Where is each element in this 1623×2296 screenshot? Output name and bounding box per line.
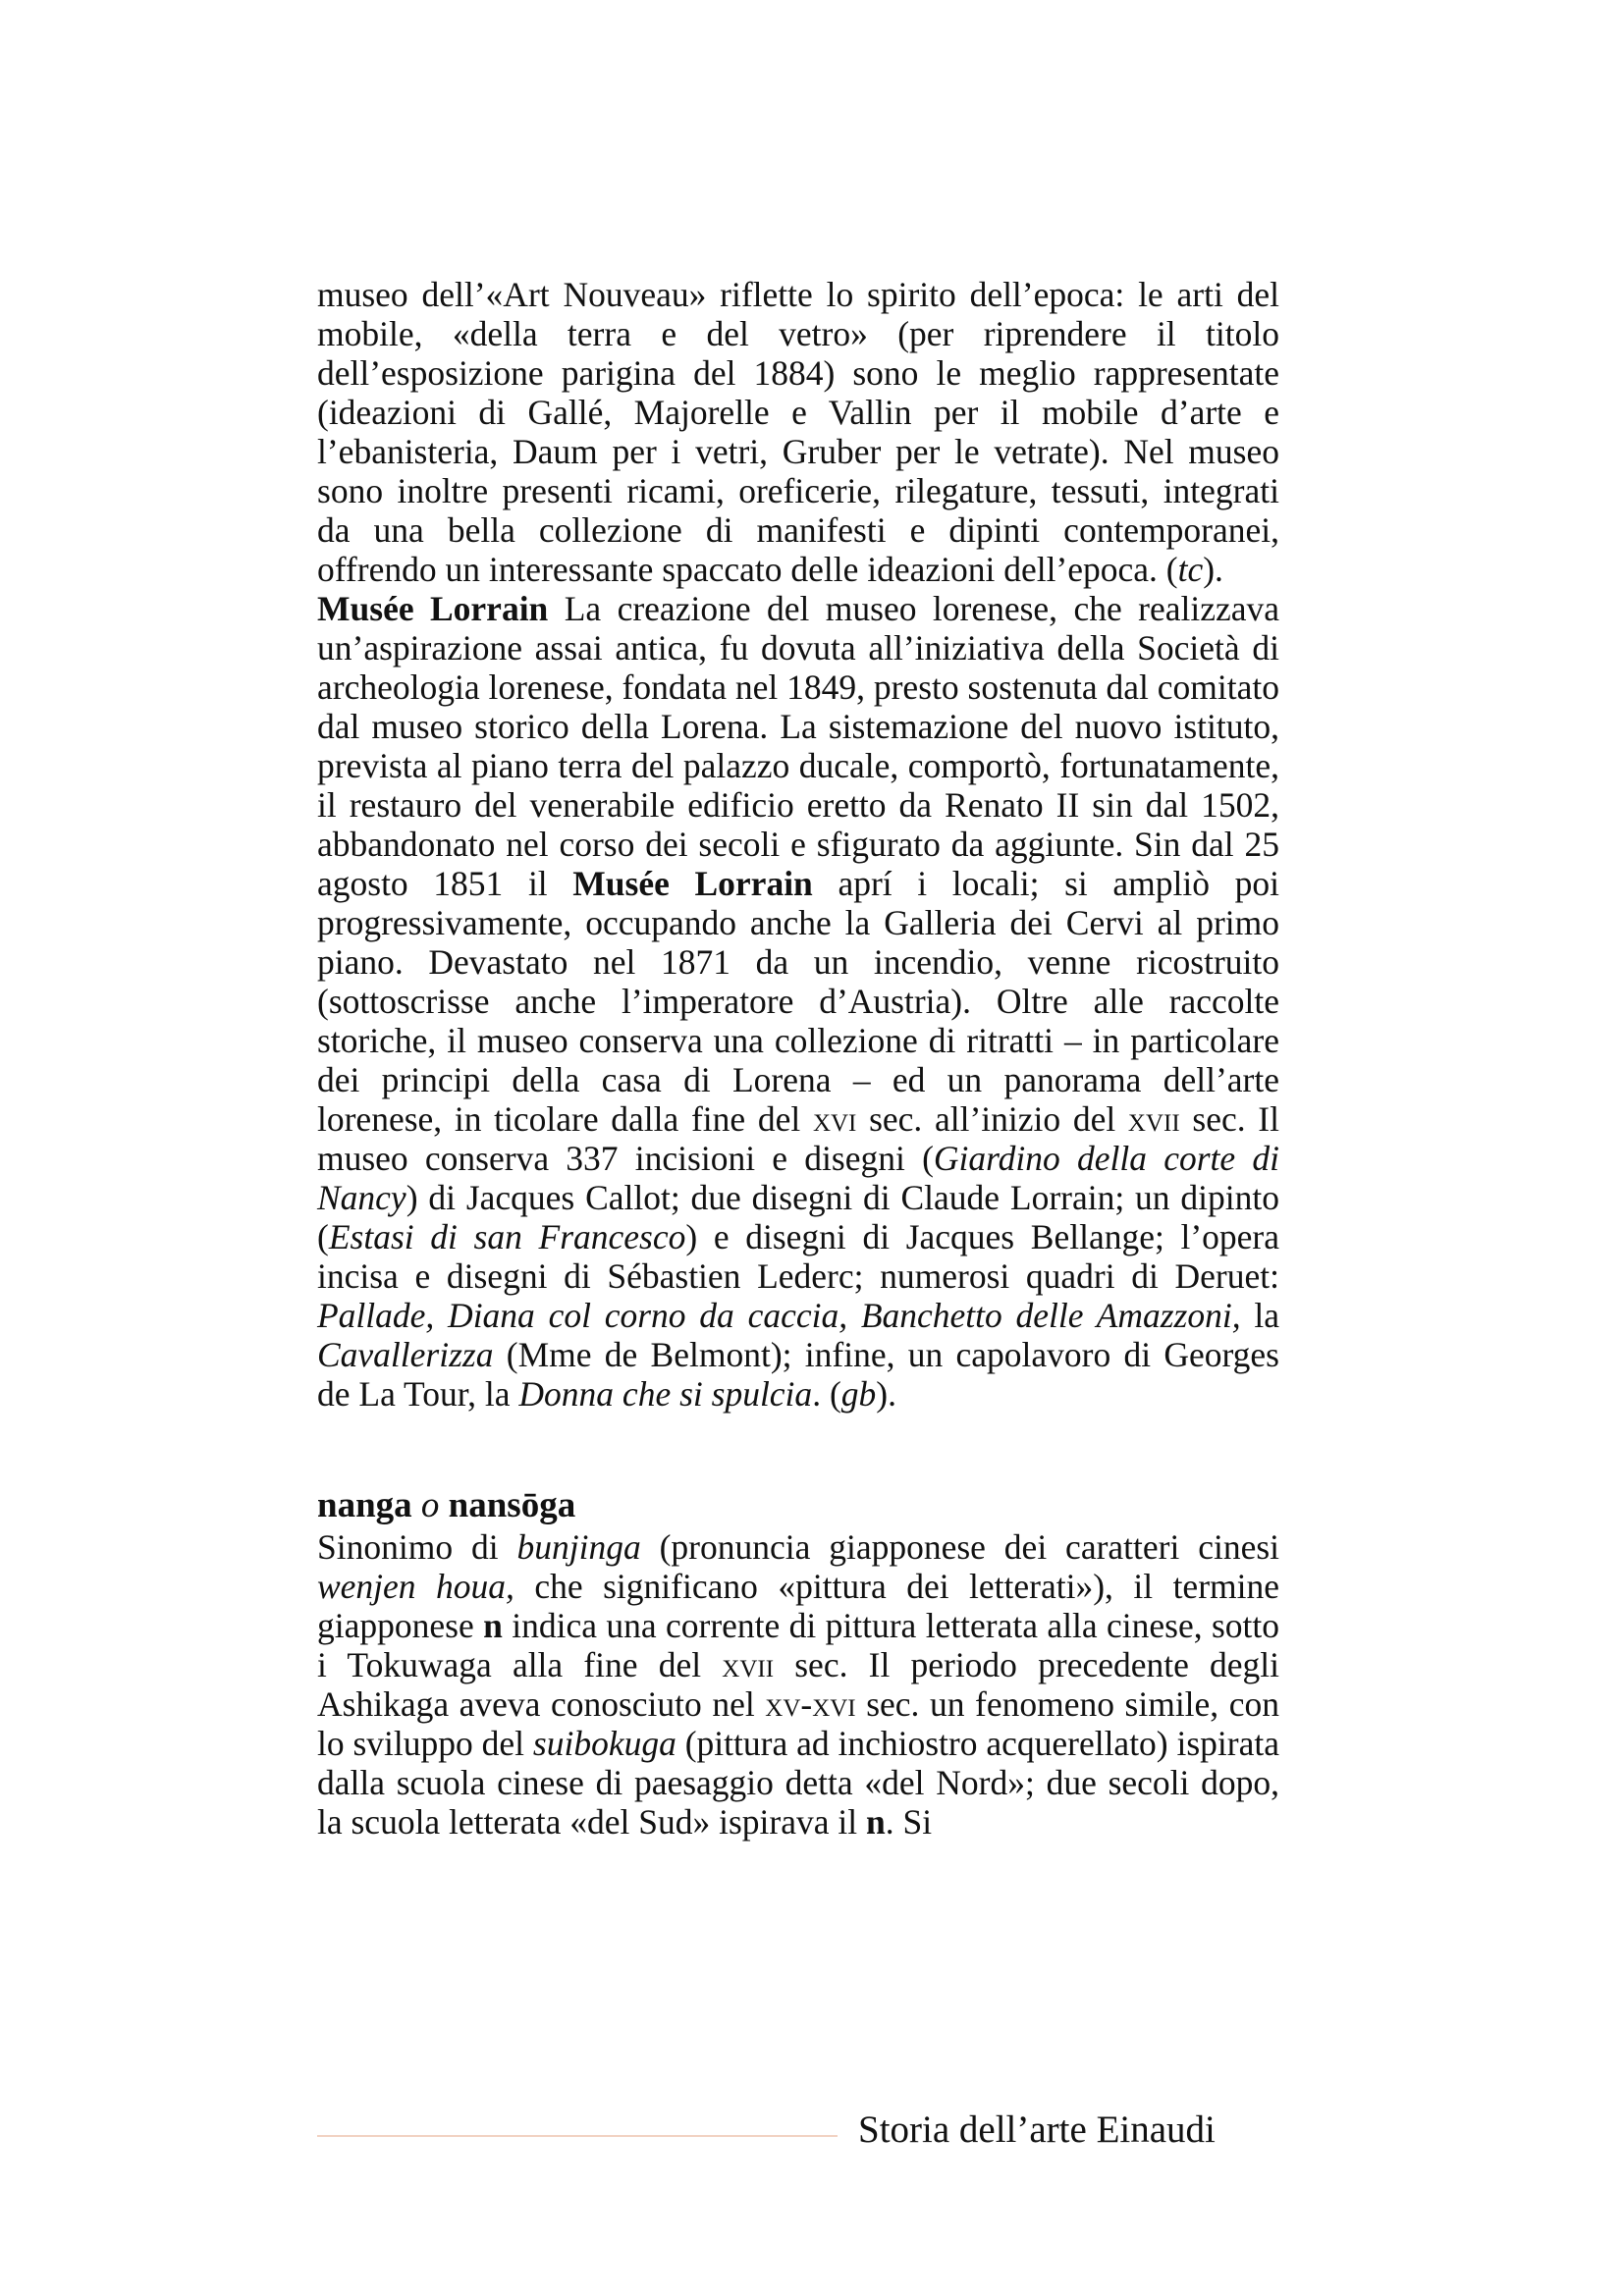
text-segment: . Si (885, 1802, 933, 1842)
paragraph-musee-lorrain (317, 589, 1279, 1414)
artwork-title: Donna che si spulcia (518, 1374, 813, 1414)
text-segment: che significano «pittura dei letterati»), il termine giapponese (317, 1567, 1279, 1645)
text-segment: sec. Il museo conserva 337 incisioni e disegni ( (317, 1099, 1279, 1178)
paragraph-end: ). (1203, 550, 1223, 589)
headword-abbrev: n (483, 1606, 503, 1645)
century-numeral: xvi (812, 1099, 857, 1139)
text-segment: . ( (812, 1374, 841, 1414)
artwork-title: Estasi di san Francesco (328, 1217, 686, 1256)
artwork-title: Pallade, Diana col corno da caccia, Banchetto delle Amazzoni, (317, 1296, 1241, 1335)
text-segment: aprí i locali; si ampliò poi progressivamente, occupando anche la Galleria dei Cervi al primo piano. Devastato nel 1871 da un incendio, venne ricostruito (sottoscrisse anche l’imperatore d’Austria). Oltre alle raccolte storiche, il museo conserva una collezione di ritratti – in particolare dei principi della casa di Lorena – ed un panorama dell’arte lorenese, in ticolare dalla fine del (317, 864, 1279, 1139)
text-segment: sec. un fenomeno simile, con lo sviluppo del (317, 1684, 1279, 1763)
century-numeral: xvii (722, 1645, 775, 1684)
text-segment: ) di Jacques Callot; due disegni di Claude Lorrain; un dipinto ( (317, 1178, 1279, 1256)
text-segment: indica una corrente di pittura letterata alla cinese, sotto i Tokuwaga alla fine del (317, 1606, 1279, 1684)
footer-title: Storia dell’arte Einaudi (858, 2109, 1216, 2151)
headword: Musée Lorrain (317, 589, 549, 628)
text-segment: (Mme de Belmont); infine, un capolavoro di Georges de La Tour, la (317, 1335, 1279, 1414)
paragraph-end: ). (876, 1374, 896, 1414)
century-numeral: xvii (1127, 1099, 1180, 1139)
text-segment: sec. all’inizio del (856, 1099, 1128, 1139)
text-segment: (pronuncia giapponese dei caratteri cinesi (640, 1527, 1280, 1567)
term: bunjinga (516, 1527, 641, 1567)
entry-headword: nanga (317, 1485, 412, 1525)
text-segment: Sinonimo di (317, 1527, 517, 1567)
artwork-title: Giardino della corte di Nancy (317, 1139, 1279, 1217)
paragraph-art-nouveau (317, 275, 1279, 589)
entry-headword-variant: nansōga (448, 1485, 576, 1525)
century-numeral: xv-xvi (765, 1684, 856, 1724)
footer-rule (317, 2135, 838, 2137)
entry-conjunction: o (420, 1485, 440, 1525)
headword-inline: Musée Lorrain (572, 864, 813, 903)
text-segment: ) e disegni di Jacques Bellange; l’opera incisa e disegni di Sébastien Lederc; numerosi quadri di Deruet: (317, 1217, 1279, 1296)
author-initials: tc (1177, 550, 1204, 589)
text-segment: (pittura ad inchiostro acquerellato) ispirata dalla scuola cinese di paesaggio detta «del Nord»; due secoli dopo, la scuola letterata «del Sud» ispirava il (317, 1724, 1279, 1842)
text-segment: la (1240, 1296, 1279, 1335)
headword-abbrev: n (865, 1802, 886, 1842)
term: wenjen houa, (317, 1567, 514, 1606)
author-initials: gb (840, 1374, 877, 1414)
paragraph-text: museo dell’«Art Nouveau» riflette lo spirito dell’epoca: le arti del mobile, «della terra e del vetro» (per riprendere il titolo dell’esposizione parigina del 1884) sono le meglio rappresentate (ideazioni di Gallé, Majorelle e Vallin per il mobile d’arte e l’ebanisteria, Daum per i vetri, Gruber per le vetrate). Nel museo sono inoltre presenti ricami, oreficerie, rilegature, tessuti, integrati da una bella collezione di manifesti e dipinti contemporanei, offrendo un interessante spaccato delle ideazioni dell’epoca. ( (317, 275, 1279, 589)
artwork-title: Cavallerizza (317, 1335, 494, 1374)
paragraph-nanga (317, 1527, 1279, 1842)
main-text-column (317, 275, 1279, 1842)
entry-heading (317, 1484, 1279, 1527)
term: suibokuga (532, 1724, 676, 1763)
text-segment: sec. Il periodo precedente degli Ashikaga aveva conosciuto nel (317, 1645, 1279, 1724)
text-segment: La creazione del museo lorenese, che realizzava un’aspirazione assai antica, fu dovuta all’iniziativa della Società di archeologia lorenese, fondata nel 1849, presto sostenuta dal comitato dal museo storico della Lorena. La sistemazione del nuovo istituto, prevista al piano terra del palazzo ducale, comportò, fortunatamente, il restauro del venerabile edificio eretto da Renato II sin dal 1502, abbandonato nel corso dei secoli e sfigurato da aggiunte. Sin dal 25 agosto 1851 il (317, 589, 1279, 903)
